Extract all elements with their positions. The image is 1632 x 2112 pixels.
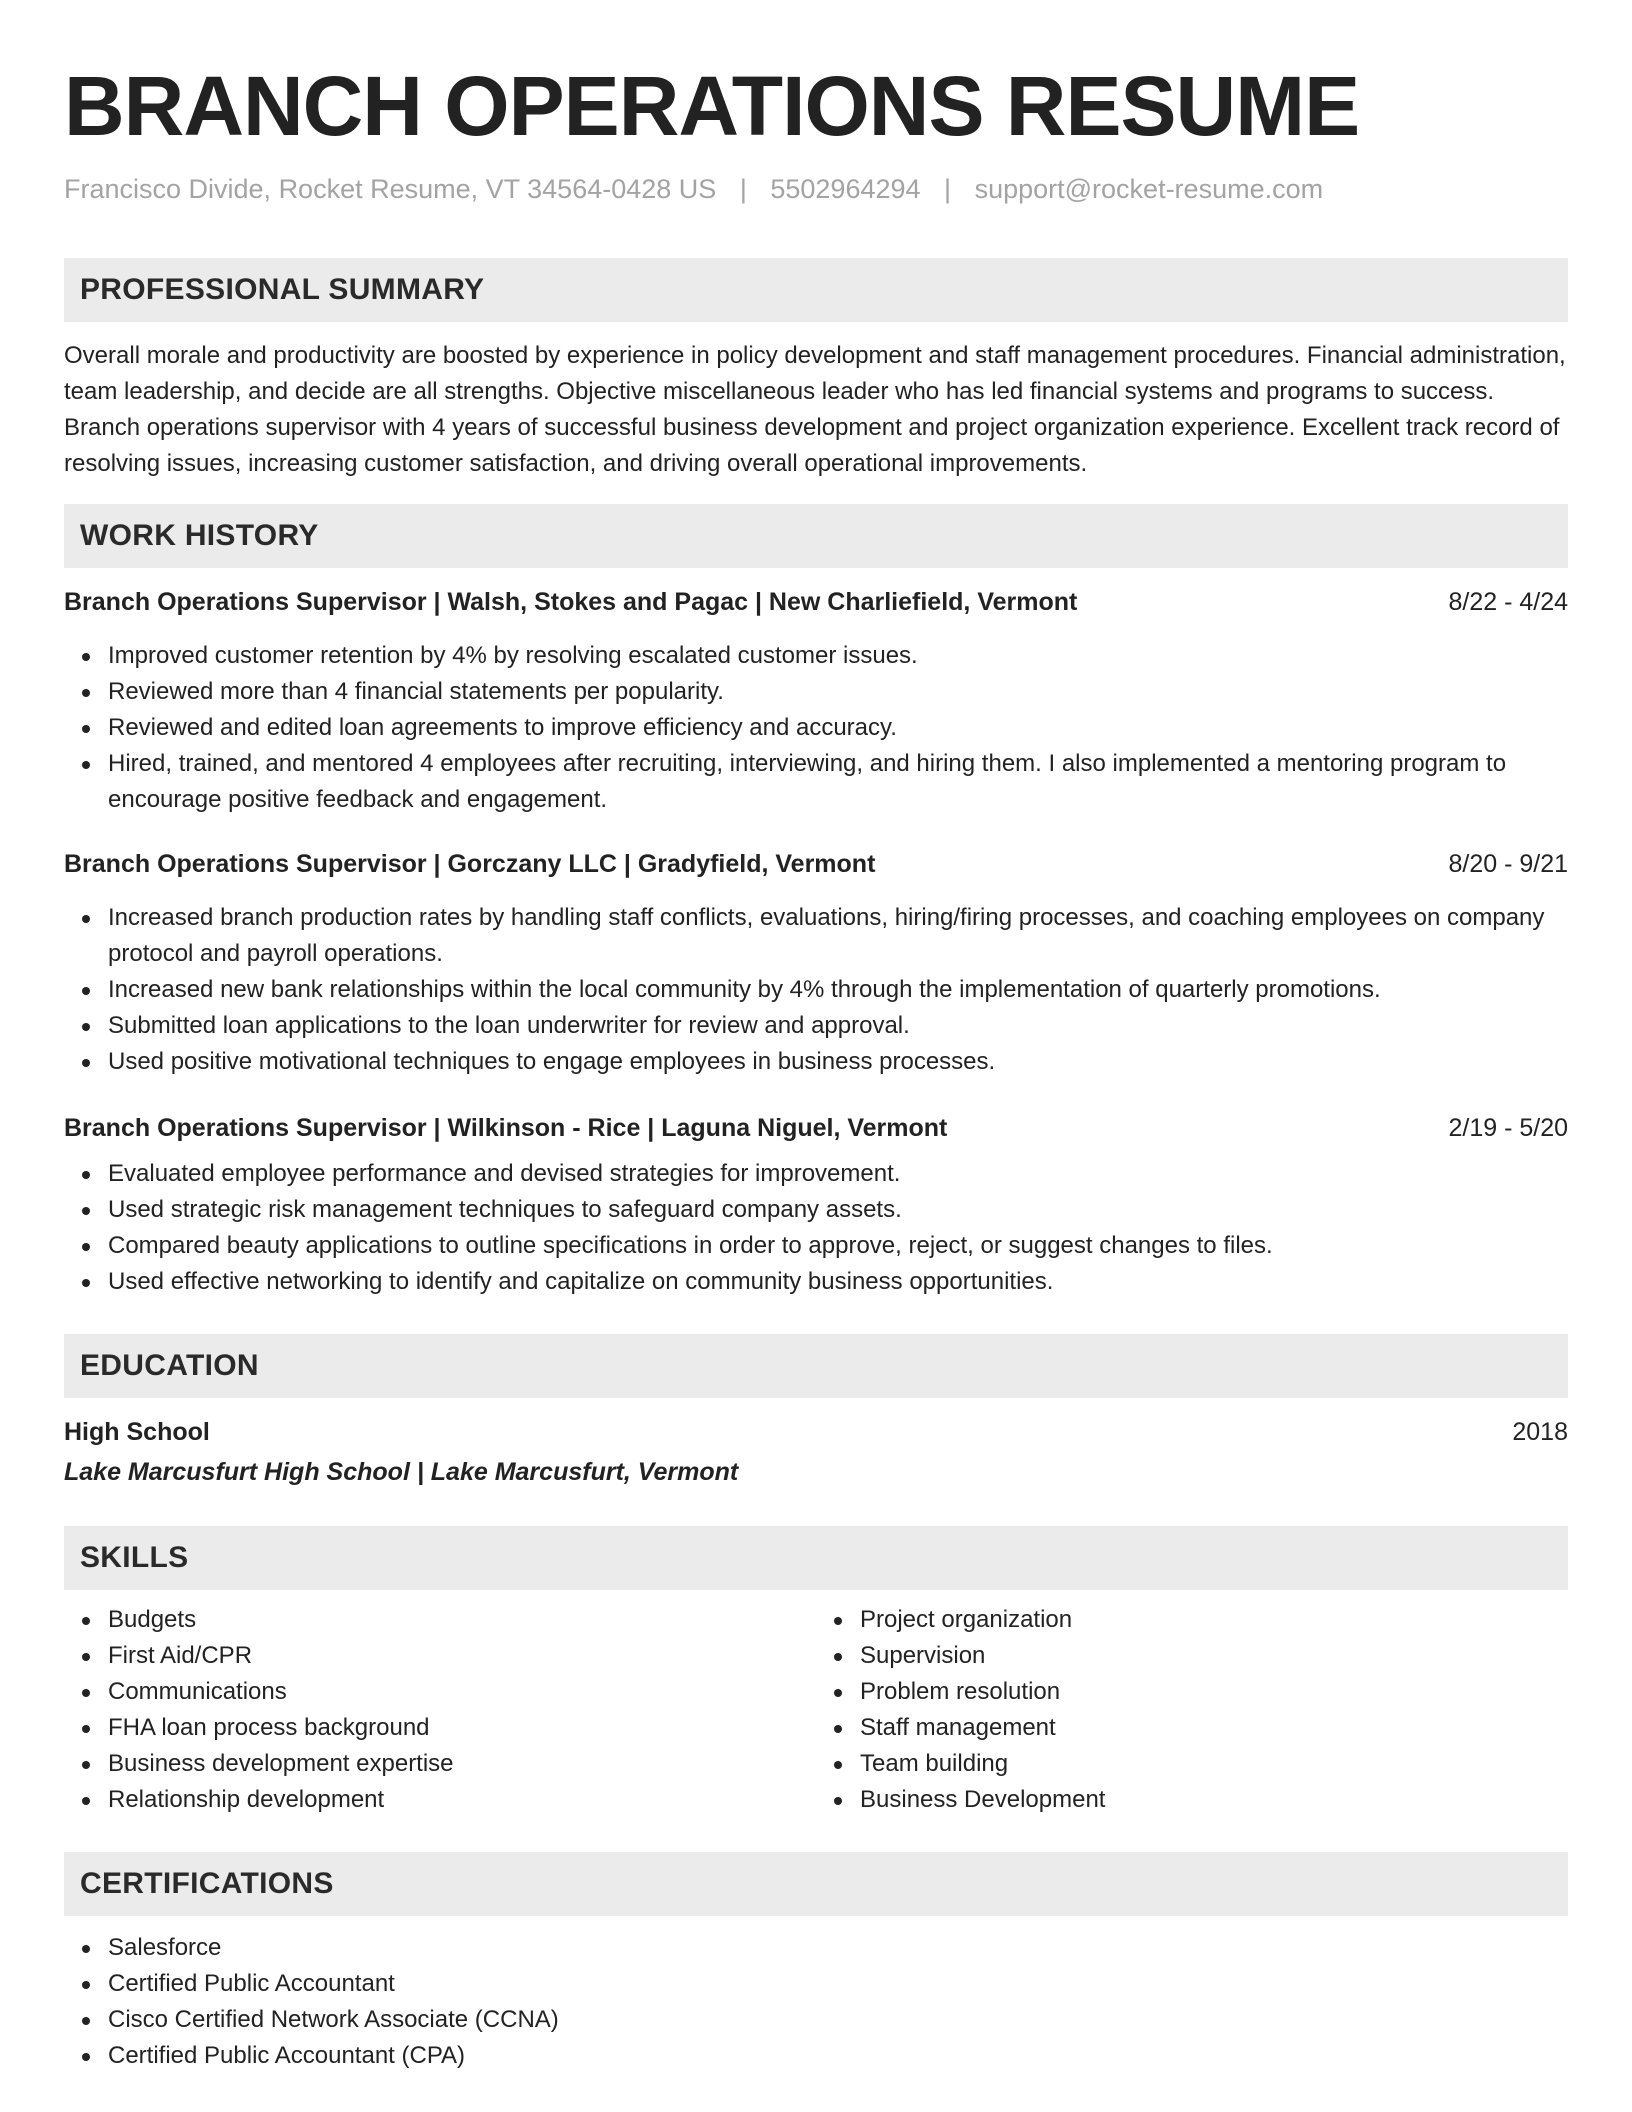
skill-item: Project organization — [860, 1602, 1568, 1638]
job-heading — [64, 846, 1568, 882]
skills-grid — [64, 1602, 1568, 1818]
job-title: Branch Operations Supervisor | Wilkinson - Rice | Laguna Niguel, Vermont — [64, 1114, 948, 1142]
job-dates: 8/20 - 9/21 — [1448, 850, 1568, 878]
job-title: Branch Operations Supervisor | Gorczany LLC | Gradyfield, Vermont — [64, 850, 876, 878]
list-item: Increased new bank relationships within the local community by 4% through the implementation of quarterly promotions. — [108, 972, 1568, 1008]
contact-address: Francisco Divide, Rocket Resume, VT 34564-0428 US — [64, 174, 717, 204]
certification-item: Certified Public Accountant — [108, 1966, 1568, 2002]
resume-title: BRANCH OPERATIONS RESUME — [64, 59, 1360, 153]
skill-item: Team building — [860, 1746, 1568, 1782]
certification-item: Cisco Certified Network Associate (CCNA) — [108, 2002, 1568, 2038]
list-item: Increased branch production rates by handling staff conflicts, evaluations, hiring/firing processes, and coaching employees on company protocol and payroll operations. — [108, 900, 1568, 972]
education-school: Lake Marcusfurt High School | Lake Marcusfurt, Vermont — [64, 1458, 739, 1486]
list-item: Improved customer retention by 4% by resolving escalated customer issues. — [108, 638, 1568, 674]
skill-item: First Aid/CPR — [108, 1638, 816, 1674]
job-heading — [64, 1110, 1568, 1146]
skill-item: Relationship development — [108, 1782, 816, 1818]
skill-item: Communications — [108, 1674, 816, 1710]
skill-item: Supervision — [860, 1638, 1568, 1674]
education-year: 2018 — [1512, 1418, 1568, 1446]
skill-item: Staff management — [860, 1710, 1568, 1746]
skills-column-left — [64, 1602, 816, 1818]
job-title: Branch Operations Supervisor | Walsh, Stokes and Pagac | New Charliefield, Vermont — [64, 588, 1078, 616]
job-dates: 8/22 - 4/24 — [1448, 588, 1568, 616]
skill-item: Business Development — [860, 1782, 1568, 1818]
list-item: Reviewed more than 4 financial statements per popularity. — [108, 674, 1568, 710]
list-item: Submitted loan applications to the loan underwriter for review and approval. — [108, 1008, 1568, 1044]
list-item: Used positive motivational techniques to engage employees in business processes. — [108, 1044, 1568, 1080]
job-dates: 2/19 - 5/20 — [1448, 1114, 1568, 1142]
contact-phone: 5502964294 — [770, 174, 921, 204]
education-degree: High School — [64, 1418, 210, 1446]
contact-line — [64, 172, 1568, 206]
list-item: Reviewed and edited loan agreements to improve efficiency and accuracy. — [108, 710, 1568, 746]
skill-item: FHA loan process background — [108, 1710, 816, 1746]
job-heading — [64, 584, 1568, 620]
section-header-education: EDUCATION — [64, 1334, 1568, 1398]
list-item: Evaluated employee performance and devised strategies for improvement. — [108, 1156, 1568, 1192]
list-item: Used strategic risk management techniques to safeguard company assets. — [108, 1192, 1568, 1228]
summary-text: Overall morale and productivity are boosted by experience in policy development and staff management procedures. Financial administration, team leadership, and decide are all strengths. Objective miscellaneous leader who has led financial systems and programs to success. Branch operations supervisor with 4 years of successful business development and project organization experience. Excellent track record of resolving issues, increasing customer satisfaction, and driving overall operational improvements. — [64, 342, 1566, 477]
job-bullets — [64, 1156, 1568, 1300]
skill-item: Problem resolution — [860, 1674, 1568, 1710]
certifications-list — [64, 1930, 1568, 2074]
list-item: Hired, trained, and mentored 4 employees after recruiting, interviewing, and hiring them. I also implemented a mentoring program to encourage positive feedback and engagement. — [108, 746, 1568, 818]
job-bullets — [64, 638, 1568, 818]
list-item: Used effective networking to identify and capitalize on community business opportunities. — [108, 1264, 1568, 1300]
education-heading — [64, 1414, 1568, 1450]
section-header-work-history: WORK HISTORY — [64, 504, 1568, 568]
contact-separator: | — [944, 174, 952, 204]
contact-email: support@rocket-resume.com — [974, 174, 1324, 204]
certification-item: Salesforce — [108, 1930, 1568, 1966]
list-item: Compared beauty applications to outline specifications in order to approve, reject, or suggest changes to files. — [108, 1228, 1568, 1264]
skills-column-right — [816, 1602, 1568, 1818]
skill-item: Business development expertise — [108, 1746, 816, 1782]
certification-item: Certified Public Accountant (CPA) — [108, 2038, 1568, 2074]
job-bullets — [64, 900, 1568, 1080]
skill-item: Budgets — [108, 1602, 816, 1638]
section-header-summary: PROFESSIONAL SUMMARY — [64, 258, 1568, 322]
section-header-certifications: CERTIFICATIONS — [64, 1852, 1568, 1916]
section-header-skills: SKILLS — [64, 1526, 1568, 1590]
contact-separator: | — [739, 174, 747, 204]
